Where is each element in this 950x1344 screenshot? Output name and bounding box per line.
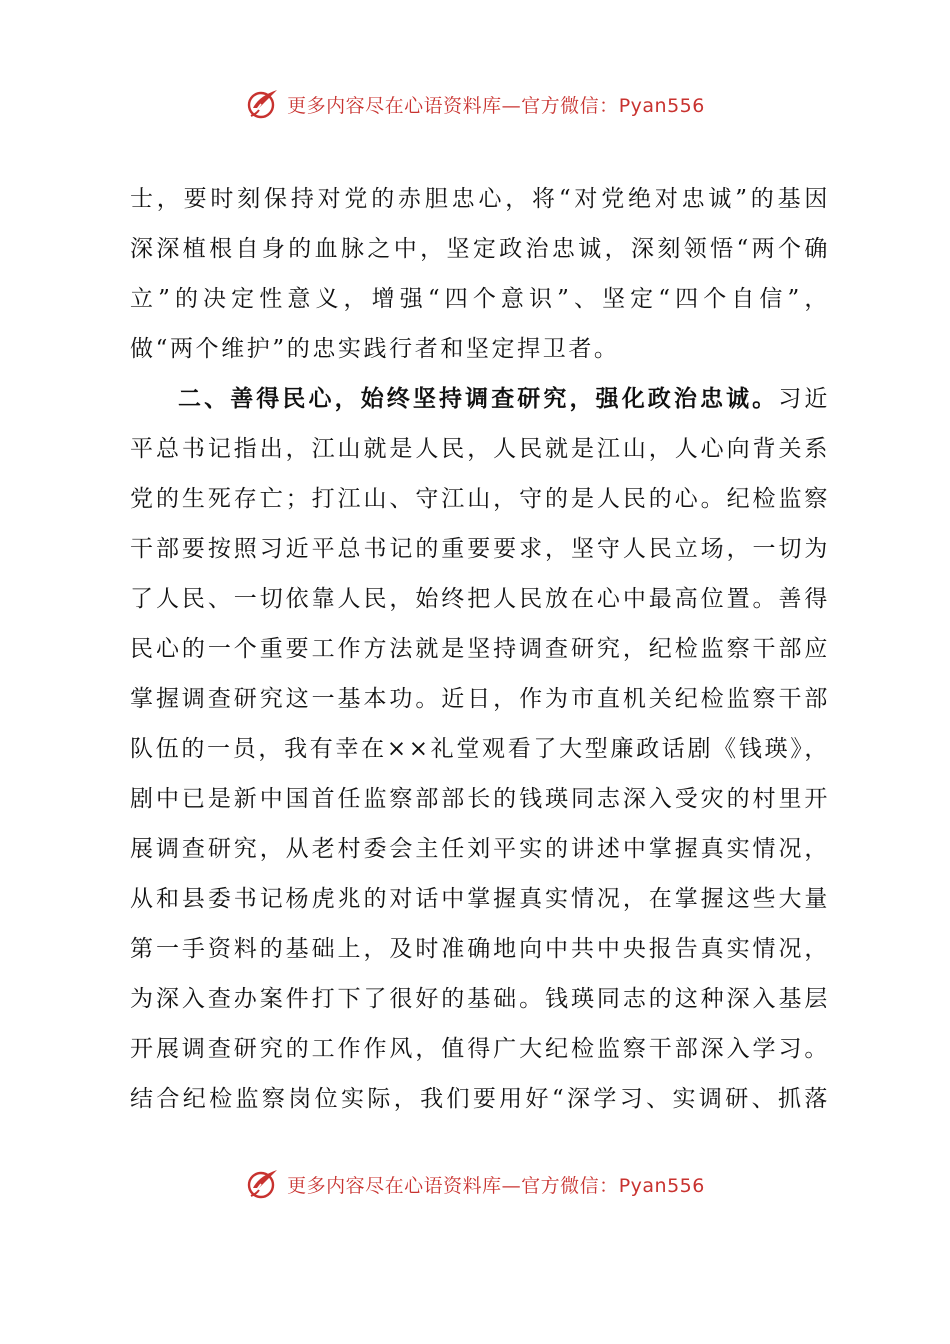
footer-banner [0,1164,950,1204]
body-line: 为深入查办案件打下了很好的基础。钱瑛同志的这种深入基层 [130,986,830,1012]
body-line: 结合纪检监察岗位实际，我们要用好“深学习、实调研、抓落 [130,1086,830,1112]
quill-pen-logo-icon [245,1166,281,1202]
banner-contact-label: 官方微信： [521,1174,619,1197]
banner-text [287,1171,705,1198]
header-banner [0,84,950,124]
banner-title: 更多内容尽在心语资料库 [287,94,502,117]
body-line: 士，要时刻保持对党的赤胆忠心，将“对党绝对忠诚”的基因 [130,186,830,212]
body-line: 干部要按照习近平总书记的重要要求，坚守人民立场，一切为 [130,536,830,562]
body-line: 开展调查研究的工作作风，值得广大纪检监察干部深入学习。 [130,1036,830,1062]
section-heading-line [130,374,830,424]
body-line: 深深植根自身的血脉之中，坚定政治忠诚，深刻领悟“两个确 [130,236,830,262]
body-line: 剧中已是新中国首任监察部部长的钱瑛同志深入受灾的村里开 [130,786,830,812]
body-line: 做“两个维护”的忠实践行者和坚定捍卫者。 [130,336,620,362]
body-line: 掌握调查研究这一基本功。近日，作为市直机关纪检监察干部 [130,686,830,712]
body-line: 民心的一个重要工作方法就是坚持调查研究，纪检监察干部应 [130,636,830,662]
body-line: 队伍的一员，我有幸在××礼堂观看了大型廉政话剧《钱瑛》， [130,736,830,762]
body-line: 展调查研究，从老村委会主任刘平实的讲述中掌握真实情况， [130,836,830,862]
banner-contact-label: 官方微信： [521,94,619,117]
body-line: 了人民、一切依靠人民，始终把人民放在心中最高位置。善得 [130,586,830,612]
body-line: 第一手资料的基础上，及时准确地向中共中央报告真实情况， [130,936,830,962]
section-heading: 二、善得民心，始终坚持调查研究，强化政治忠诚。 [178,385,779,412]
body-line: 平总书记指出，江山就是人民，人民就是江山，人心向背关系 [130,436,830,462]
banner-title: 更多内容尽在心语资料库 [287,1174,502,1197]
body-line: 从和县委书记杨虎兆的对话中掌握真实情况，在掌握这些大量 [130,886,830,912]
banner-text [287,91,705,118]
banner-dash: — [501,94,522,117]
banner-contact-id: Pyan556 [618,1174,705,1197]
document-body [130,174,830,1124]
section-heading-tail: 习近 [778,386,830,412]
banner-contact-id: Pyan556 [618,94,705,117]
body-line: 立”的决定性意义，增强“四个意识”、坚定“四个自信”， [130,286,830,312]
body-line: 党的生死存亡；打江山、守江山，守的是人民的心。纪检监察 [130,486,830,512]
banner-dash: — [501,1174,522,1197]
quill-pen-logo-icon [245,86,281,122]
